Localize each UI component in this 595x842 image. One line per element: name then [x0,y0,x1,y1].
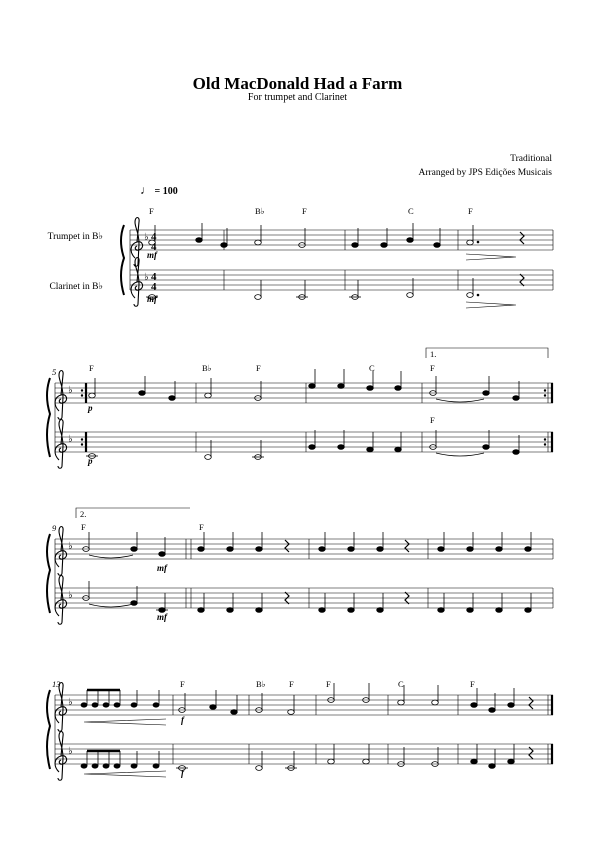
system-brace [121,225,124,295]
chord-symbol: F [256,363,261,373]
volta-label: 1. [430,349,437,359]
chord-symbol: B♭ [202,363,212,373]
dynamic-marking: p [88,456,93,466]
chord-symbol: B♭ [256,679,266,689]
measure-number: 5 [52,367,57,377]
system-1 [121,206,553,308]
quarter-note-icon: ♩ [140,183,152,197]
arranger-credit: Arranged by JPS Edições Musicais [418,168,552,178]
dynamic-marking: p [88,403,93,413]
chord-symbol: F [430,415,435,425]
key-signature-flat: ♭ [144,232,149,243]
volta-label: 2. [80,509,87,519]
svg-text:♭: ♭ [68,385,73,396]
chord-symbol: C [408,206,414,216]
instrument-name-clarinet: Clarinet in B♭ [49,282,103,292]
chord-symbol: F [430,363,435,373]
dynamic-marking: mf [157,612,167,622]
time-signature: 4 [151,231,157,243]
chord-symbol: F [180,679,185,689]
key-signature-flat: ♭ [144,272,149,283]
decrescendo-hairpin [466,254,516,308]
dynamic-marking: mf [147,294,157,304]
chord-symbol: F [302,206,307,216]
chord-symbol: F [149,206,154,216]
volta-bracket [426,348,548,358]
notes [146,223,524,299]
system-4 [47,679,553,780]
chord-symbol: F [289,679,294,689]
chord-symbol: F [81,522,86,532]
eighth-note-group [81,690,159,707]
system-3 [47,508,553,624]
chord-symbol: F [199,522,204,532]
dynamic-marking: f [181,768,184,778]
chord-symbol: F [326,679,331,689]
svg-text:♭: ♭ [68,697,73,708]
composer-credit: Traditional [510,154,552,164]
chord-symbol: F [468,206,473,216]
volta-bracket [76,508,190,518]
svg-text:♭: ♭ [68,434,73,445]
rest [285,540,409,604]
tempo-value: = 100 [154,186,178,197]
svg-text:♭: ♭ [68,541,73,552]
svg-text:♭: ♭ [68,746,73,757]
chord-symbol: F [470,679,475,689]
chord-symbol: B♭ [255,206,265,216]
system-2 [47,348,553,468]
chord-symbol: F [89,363,94,373]
score-subtitle: For trumpet and Clarinet [247,92,348,103]
chord-symbol: C [398,679,404,689]
svg-text:4: 4 [151,281,157,293]
score-title: Old MacDonald Had a Farm [192,74,403,93]
svg-text:4: 4 [151,271,157,283]
instrument-name-trumpet: Trumpet in B♭ [47,232,103,242]
svg-text:4: 4 [151,241,157,253]
svg-text:♭: ♭ [68,590,73,601]
chord-symbol: C [369,363,375,373]
measure-number: 13 [52,679,61,689]
dynamic-marking: f [181,715,184,725]
dynamic-marking: mf [157,563,167,573]
dynamic-marking: mf [147,250,157,260]
measure-number: 9 [52,523,57,533]
